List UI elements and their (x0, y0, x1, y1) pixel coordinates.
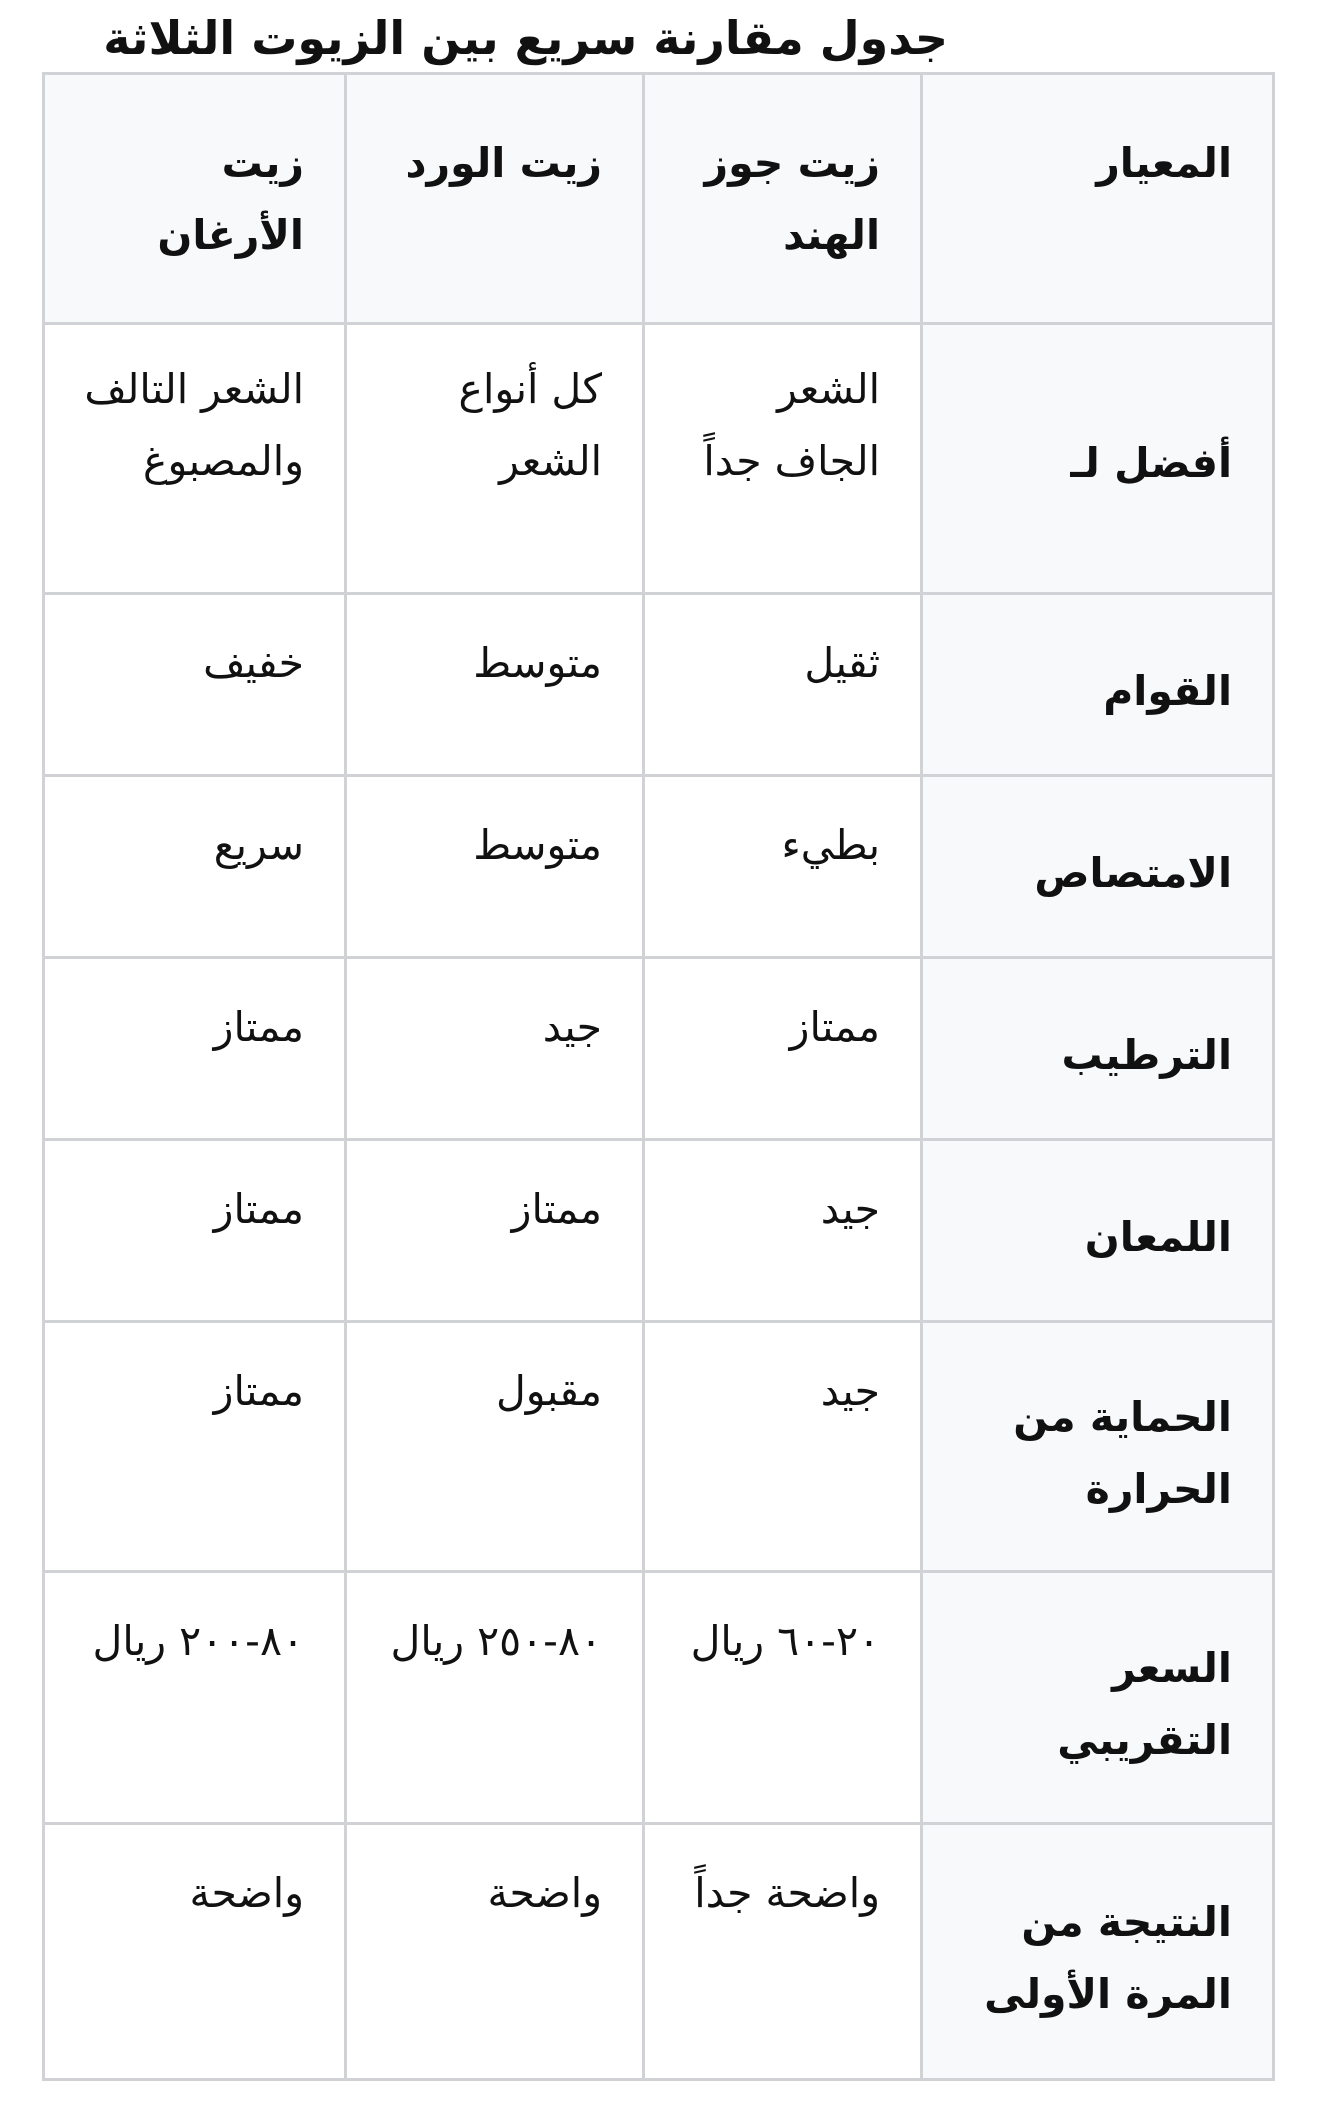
header-coconut-oil: زيت جوز الهند (644, 74, 922, 324)
table-row (44, 594, 1274, 776)
row-criterion: القوام (922, 594, 1274, 776)
cell-argan: ممتاز (44, 958, 346, 1140)
cell-argan: ٨٠-٢٠٠ ريال (44, 1572, 346, 1824)
cell-rose: كل أنواع الشعر (346, 324, 644, 594)
cell-rose: ٨٠-٢٥٠ ريال (346, 1572, 644, 1824)
cell-argan: واضحة (44, 1824, 346, 2080)
row-criterion: الحماية من الحرارة (922, 1322, 1274, 1572)
cell-argan: ممتاز (44, 1322, 346, 1572)
cell-rose: متوسط (346, 594, 644, 776)
cell-rose: ممتاز (346, 1140, 644, 1322)
cell-coconut: ثقيل (644, 594, 922, 776)
cell-rose: مقبول (346, 1322, 644, 1572)
row-criterion: السعر التقريبي (922, 1572, 1274, 1824)
header-criterion: المعيار (922, 74, 1274, 324)
row-criterion: الامتصاص (922, 776, 1274, 958)
cell-argan: الشعر التالف والمصبوغ (44, 324, 346, 594)
row-criterion: الترطيب (922, 958, 1274, 1140)
cell-argan: ممتاز (44, 1140, 346, 1322)
cell-rose: متوسط (346, 776, 644, 958)
cell-coconut: الشعر الجاف جداً (644, 324, 922, 594)
comparison-table (42, 72, 1275, 2081)
cell-coconut: جيد (644, 1140, 922, 1322)
cell-rose: واضحة (346, 1824, 644, 2080)
cell-coconut: جيد (644, 1322, 922, 1572)
cell-coconut: بطيء (644, 776, 922, 958)
table-row (44, 1572, 1274, 1824)
table-row (44, 324, 1274, 594)
cell-rose: جيد (346, 958, 644, 1140)
header-argan-oil: زيت الأرغان (44, 74, 346, 324)
comparison-table-container (42, 72, 1272, 2081)
page-title: جدول مقارنة سريع بين الزيوت الثلاثة (103, 11, 948, 65)
cell-coconut: ٢٠-٦٠ ريال (644, 1572, 922, 1824)
table-row (44, 1322, 1274, 1572)
table-header-row (44, 74, 1274, 324)
table-row (44, 958, 1274, 1140)
header-rose-oil: زيت الورد (346, 74, 644, 324)
row-criterion: النتيجة من المرة الأولى (922, 1824, 1274, 2080)
row-criterion: أفضل لـ (922, 324, 1274, 594)
row-criterion: اللمعان (922, 1140, 1274, 1322)
cell-argan: سريع (44, 776, 346, 958)
cell-coconut: ممتاز (644, 958, 922, 1140)
cell-argan: خفيف (44, 594, 346, 776)
cell-coconut: واضحة جداً (644, 1824, 922, 2080)
table-row (44, 1824, 1274, 2080)
table-row (44, 1140, 1274, 1322)
table-row (44, 776, 1274, 958)
